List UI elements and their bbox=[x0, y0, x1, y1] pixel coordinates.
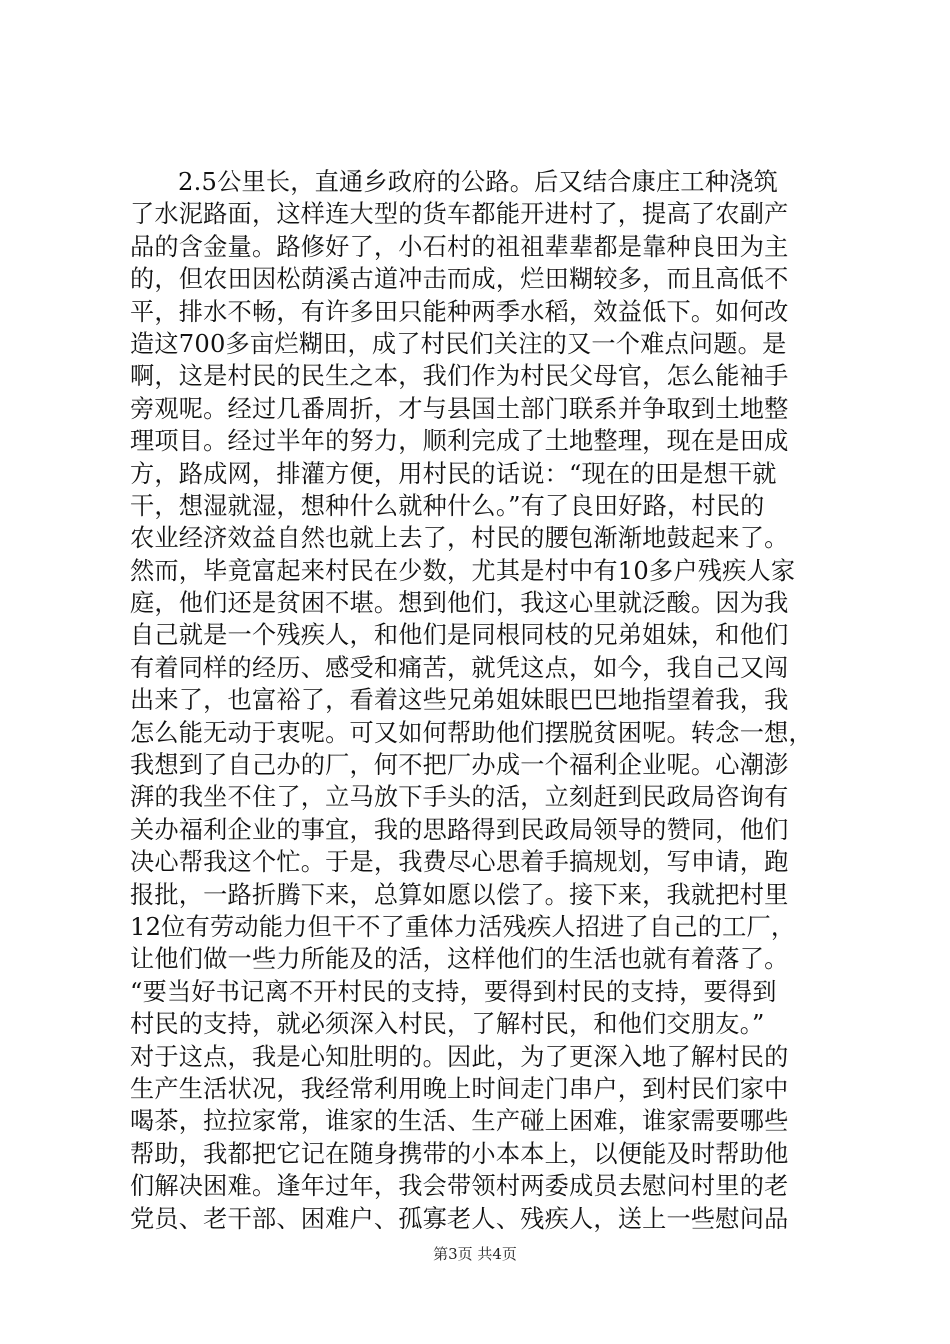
text-line: 村民的支持，就必须深入村民，了解村民，和他们交朋友。” bbox=[130, 1010, 765, 1039]
text-line: 喝茶，拉拉家常，谁家的生活、生产碰上困难，谁家需要哪些 bbox=[130, 1107, 789, 1136]
text-line: 造这700多亩烂糊田，成了村民们关注的又一个难点问题。是 bbox=[130, 329, 787, 358]
text-line: 庭，他们还是贫困不堪。想到他们，我这心里就泛酸。因为我 bbox=[130, 589, 789, 618]
text-line: 自己就是一个残疾人，和他们是同根同枝的兄弟姐妹，和他们 bbox=[130, 621, 789, 650]
text-line: 怎么能无动于衷呢。可又如何帮助他们摆脱贫困呢。转念一想， bbox=[130, 718, 813, 747]
text-line: 干，想湿就湿，想种什么就种什么。”有了良田好路，村民的 bbox=[130, 491, 765, 520]
text-line: 方，路成网，排灌方便，用村民的话说：“现在的田是想干就 bbox=[130, 459, 777, 488]
text-line: 决心帮我这个忙。于是，我费尽心思着手搞规划，写申请，跑 bbox=[130, 848, 789, 877]
text-line: 了水泥路面，这样连大型的货车都能开进村了，提高了农副产 bbox=[130, 200, 789, 229]
text-line: 旁观呢。经过几番周折，才与县国土部门联系并争取到土地整 bbox=[130, 394, 789, 423]
text-line: 的，但农田因松荫溪古道冲击而成，烂田糊较多，而且高低不 bbox=[130, 265, 789, 294]
text-line: 对于这点，我是心知肚明的。因此，为了更深入地了解村民的 bbox=[130, 1042, 789, 1071]
text-line: 啊，这是村民的民生之本，我们作为村民父母官，怎么能袖手 bbox=[130, 362, 789, 391]
text-line: 农业经济效益自然也就上去了，村民的腰包渐渐地鼓起来了。 bbox=[130, 524, 789, 553]
text-line: 理项目。经过半年的努力，顺利完成了土地整理，现在是田成 bbox=[130, 427, 789, 456]
text-line: 生产生活状况，我经常利用晚上时间走门串户，到村民们家中 bbox=[130, 1074, 789, 1103]
text-line: 12位有劳动能力但干不了重体力活残疾人招进了自己的工厂， bbox=[130, 912, 796, 941]
text-line: 让他们做一些力所能及的活，这样他们的生活也就有着落了。 bbox=[130, 945, 789, 974]
text-line: 湃的我坐不住了，立马放下手头的活，立刻赶到民政局咨询有 bbox=[130, 783, 789, 812]
text-line: “要当好书记离不开村民的支持，要得到村民的支持，要得到 bbox=[130, 977, 777, 1006]
text-line: 出来了，也富裕了，看着这些兄弟姐妹眼巴巴地指望着我，我 bbox=[130, 686, 789, 715]
body-text bbox=[130, 166, 830, 1235]
text-line: 关办福利企业的事宜，我的思路得到民政局领导的赞同，他们 bbox=[130, 815, 789, 844]
text-line: 然而，毕竟富起来村民在少数，尤其是村中有10多户残疾人家 bbox=[130, 556, 796, 585]
text-line: 品的含金量。路修好了，小石村的祖祖辈辈都是靠种良田为主 bbox=[130, 232, 789, 261]
text-line: 报批，一路折腾下来，总算如愿以偿了。接下来，我就把村里 bbox=[130, 880, 789, 909]
text-line: 有着同样的经历、感受和痛苦，就凭这点，如今，我自己又闯 bbox=[130, 653, 789, 682]
text-line: 2.5公里长，直通乡政府的公路。后又结合康庄工种浇筑 bbox=[178, 168, 778, 196]
text-line: 平，排水不畅，有许多田只能种两季水稻，效益低下。如何改 bbox=[130, 297, 789, 326]
page-footer: 第3页 共4页 bbox=[433, 1245, 517, 1263]
text-line: 帮助，我都把它记在随身携带的小本本上，以便能及时帮助他 bbox=[130, 1139, 789, 1168]
text-line: 们解决困难。逢年过年，我会带领村两委成员去慰问村里的老 bbox=[130, 1172, 789, 1201]
text-line: 党员、老干部、困难户、孤寡老人、残疾人，送上一些慰问品 bbox=[130, 1204, 789, 1233]
text-line: 我想到了自己办的厂，何不把厂办成一个福利企业呢。心潮澎 bbox=[130, 751, 789, 780]
